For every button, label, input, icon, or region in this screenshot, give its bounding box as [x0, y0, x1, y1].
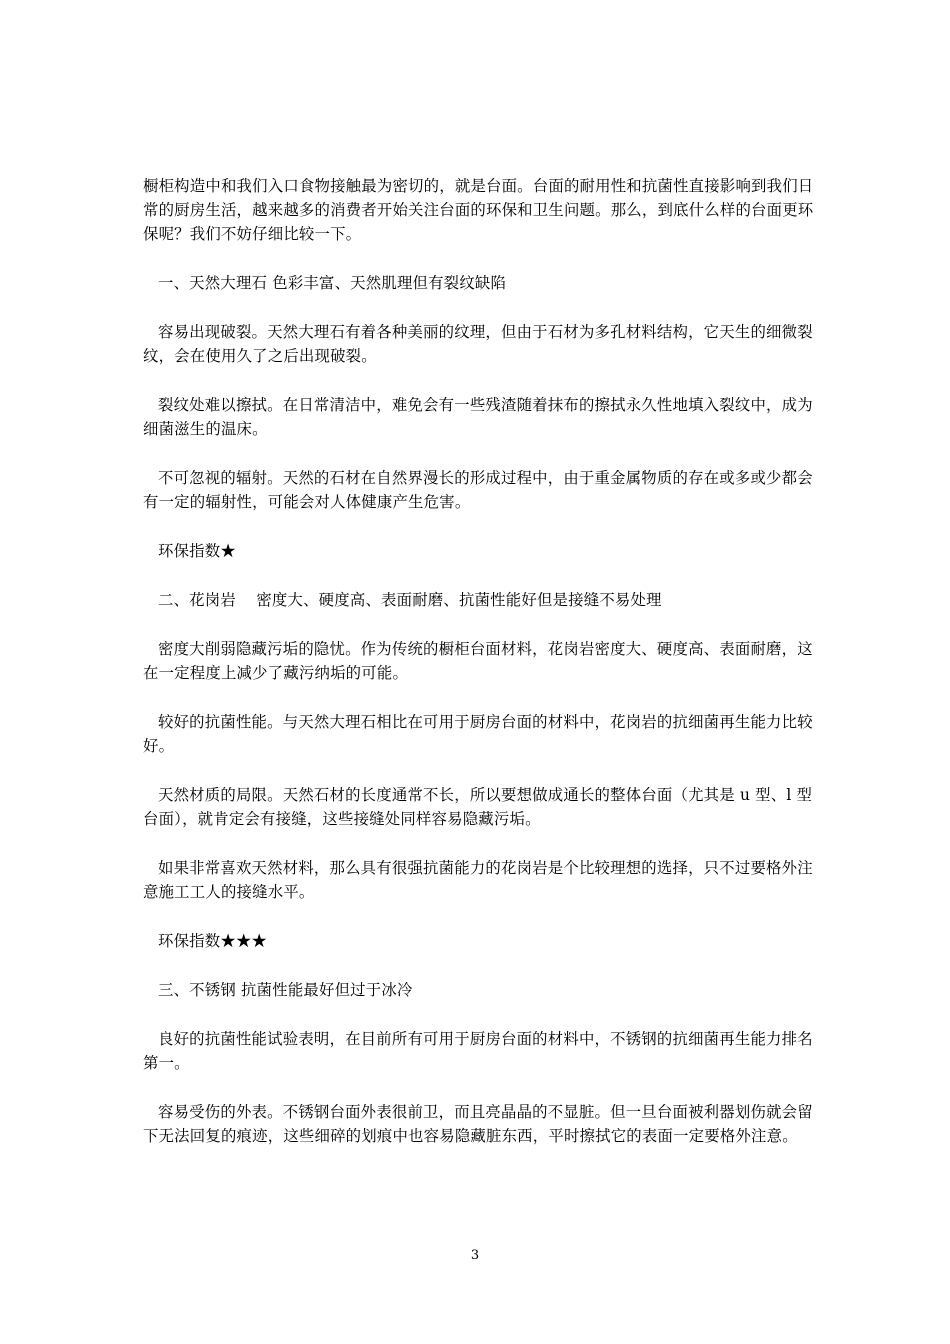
section-heading-marble: 一、天然大理石 色彩丰富、天然肌理但有裂纹缺陷: [158, 274, 507, 292]
granite-paragraph-limits: 天然材质的局限。天然石材的长度通常不长，所以要想做成通长的整体台面（尤其是 u 型、l 型台面），就肯定会有接缝，这些接缝处同样容易隐藏污垢。: [143, 786, 813, 828]
page-number: 3: [470, 1248, 480, 1263]
marble-eco-rating: 环保指数★: [158, 542, 236, 560]
steel-paragraph-surface: 容易受伤的外表。不锈钢台面外表很前卫，而且亮晶晶的不显脏。但一旦台面被利器划伤就会留下无法回复的痕迹，这些细碎的划痕中也容易隐藏脏东西，平时擦拭它的表面一定要格外注意。: [143, 1103, 813, 1145]
intro-paragraph: 橱柜构造中和我们入口食物接触最为密切的，就是台面。台面的耐用性和抗菌性直接影响到我们日常的厨房生活，越来越多的消费者开始关注台面的环保和卫生问题。那么，到底什么样的台面更环保呢？我们不妨仔细比较一下。: [143, 177, 814, 243]
granite-paragraph-advice: 如果非常喜欢天然材料，那么具有很强抗菌能力的花岗岩是个比较理想的选择，只不过要格外注意施工工人的接缝水平。: [143, 859, 813, 901]
marble-paragraph-cracking: 容易出现破裂。天然大理石有着各种美丽的纹理，但由于石材为多孔材料结构，它天生的细微裂纹，会在使用久了之后出现破裂。: [143, 323, 813, 365]
granite-eco-rating: 环保指数★★★: [158, 932, 268, 950]
document-body: [143, 174, 815, 1173]
granite-paragraph-antibacterial: 较好的抗菌性能。与天然大理石相比在可用于厨房台面的材料中，花岗岩的抗细菌再生能力比较好。: [143, 713, 813, 755]
marble-paragraph-cleaning: 裂纹处难以擦拭。在日常清洁中，难免会有一些残渣随着抹布的擦拭永久性地填入裂纹中，成为细菌滋生的温床。: [143, 396, 813, 438]
section-heading-granite: 二、花岗岩 密度大、硬度高、表面耐磨、抗菌性能好但是接缝不易处理: [158, 591, 662, 609]
section-heading-stainless-steel: 三、不锈钢 抗菌性能最好但过于冰冷: [158, 981, 413, 999]
granite-paragraph-density: 密度大削弱隐藏污垢的隐忧。作为传统的橱柜台面材料，花岗岩密度大、硬度高、表面耐磨，这在一定程度上减少了藏污纳垢的可能。: [143, 640, 813, 682]
marble-paragraph-radiation: 不可忽视的辐射。天然的石材在自然界漫长的形成过程中，由于重金属物质的存在或多或少都会有一定的辐射性，可能会对人体健康产生危害。: [143, 469, 813, 511]
steel-paragraph-antibacterial: 良好的抗菌性能试验表明，在目前所有可用于厨房台面的材料中，不锈钢的抗细菌再生能力排名第一。: [143, 1030, 813, 1072]
